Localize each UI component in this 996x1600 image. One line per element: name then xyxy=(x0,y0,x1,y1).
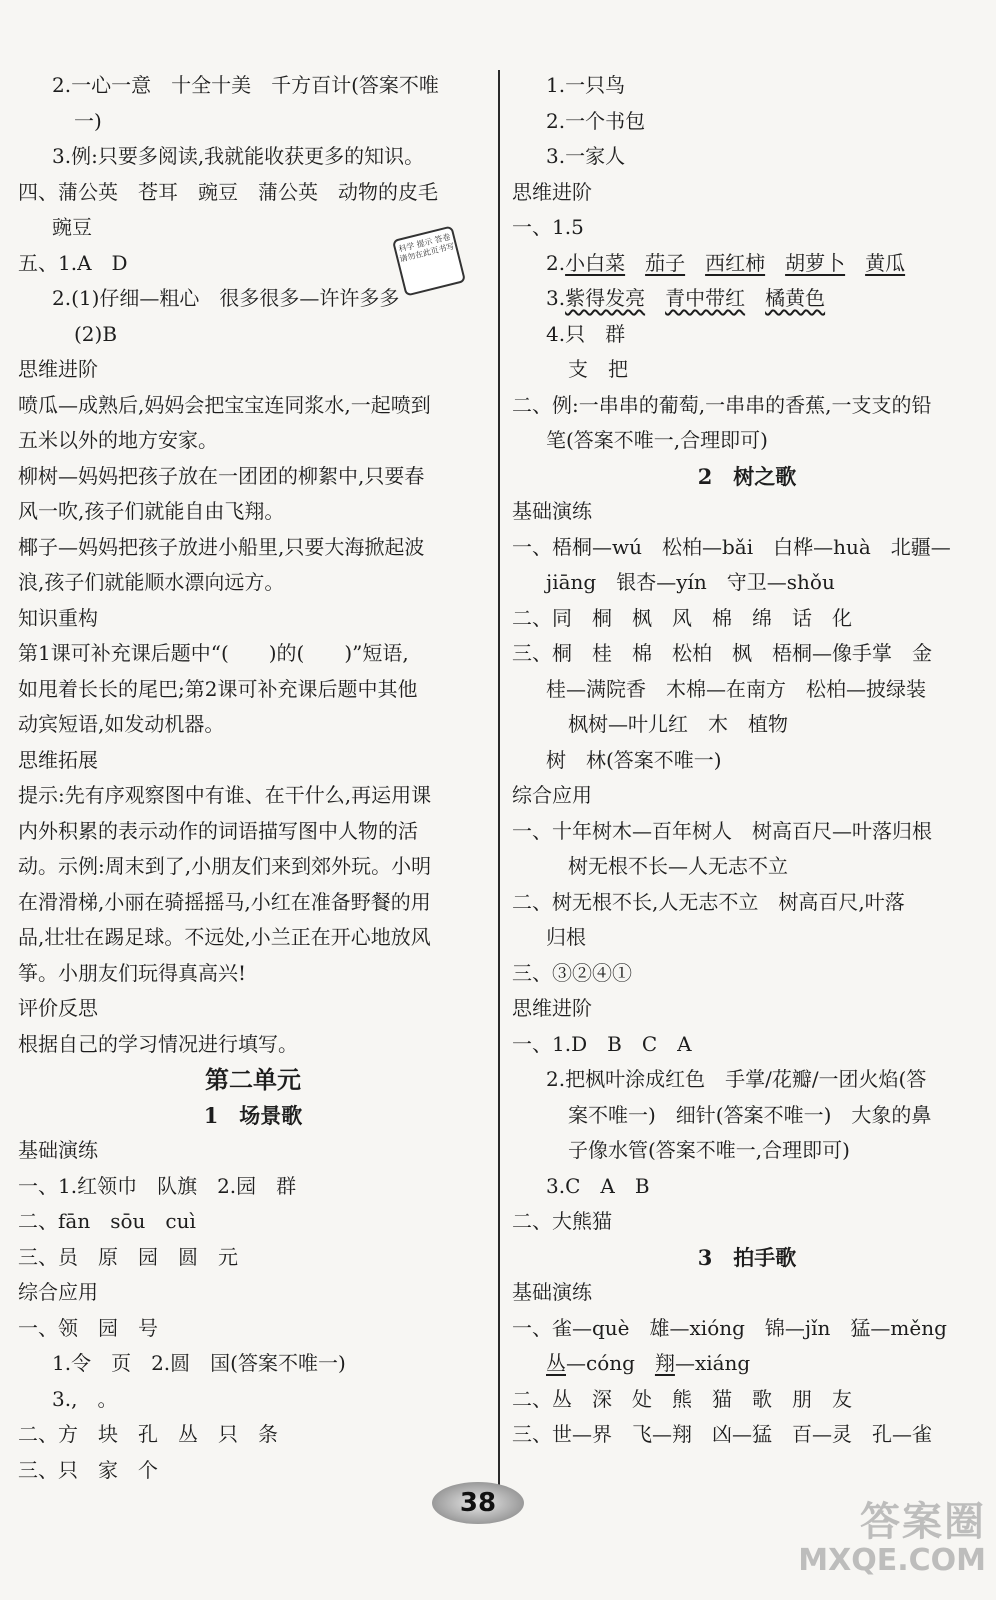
left-line: 根据自己的学习情况进行填写。 xyxy=(18,1031,298,1056)
left-line: (2)B xyxy=(74,321,118,346)
line-segment: 黄瓜 xyxy=(865,250,906,275)
left-line: 动宾短语,如发动机器。 xyxy=(18,712,225,736)
right-line: 3.一家人 xyxy=(546,144,626,168)
right-line: 一、梧桐—wú 松柏—bǎi 白桦—huà 北疆— xyxy=(512,534,951,559)
left-line: 五、1.A D xyxy=(18,250,128,275)
right-line: 三、③②④① xyxy=(512,960,632,985)
line-segment: 丛 xyxy=(546,1351,566,1375)
left-line: 思维进阶 xyxy=(18,357,98,381)
left-line: 二、fān sōu cuì xyxy=(18,1209,196,1233)
right-line: jiāng 银杏—yín 守卫—shǒu xyxy=(546,570,835,594)
left-line: 喷瓜—成熟后,妈妈会把宝宝连同浆水,一起喷到 xyxy=(18,392,431,417)
left-line: 3., 。 xyxy=(52,1386,118,1411)
line-segment: 西红柿 xyxy=(705,250,766,275)
line-segment xyxy=(625,251,645,275)
left-line: 浪,孩子们就能顺水漂向远方。 xyxy=(18,570,285,594)
line-segment: 小白菜 xyxy=(565,250,626,275)
line-segment: 3. xyxy=(546,286,566,310)
left-line: 在滑滑梯,小丽在骑摇摇马,小红在准备野餐的用 xyxy=(18,889,431,914)
left-line: 柳树—妈妈把孩子放在一团团的柳絮中,只要春 xyxy=(18,463,425,488)
line-segment: 胡萝卜 xyxy=(785,250,846,275)
left-line: 提示:先有序观察图中有谁、在干什么,再运用课 xyxy=(18,783,432,807)
right-line xyxy=(512,246,982,282)
left-line: 第1课可补充课后题中“( )的( )”短语, xyxy=(18,641,409,665)
left-line: 1.令 页 2.圆 国(答案不唯一) xyxy=(52,1351,346,1375)
left-line: 椰子—妈妈把孩子放进小船里,只要大海掀起波 xyxy=(18,534,425,559)
line-segment: 橘黄色 xyxy=(765,286,826,310)
line-segment xyxy=(685,251,705,275)
left-line: 思维拓展 xyxy=(18,747,98,772)
left-line: 基础演练 xyxy=(18,1138,98,1162)
line-segment xyxy=(765,251,785,275)
left-line: 三、只 家 个 xyxy=(18,1457,158,1482)
right-line: 4.只 群 xyxy=(546,321,626,346)
left-line: 评价反思 xyxy=(18,996,98,1020)
right-line: 综合应用 xyxy=(512,783,592,807)
line-segment: 紫得发亮 xyxy=(565,286,646,310)
left-line: 动。示例:周末到了,小朋友们来到郊外玩。小明 xyxy=(18,854,432,878)
right-line: 树 林(答案不唯一) xyxy=(546,747,722,772)
right-line: 枫树—叶儿红 木 植物 xyxy=(568,712,788,736)
right-line: 二、同 桐 枫 风 棉 绵 话 化 xyxy=(512,605,852,630)
left-line: 风一吹,孩子们就能自由飞翔。 xyxy=(18,499,285,523)
left-line: 四、蒲公英 苍耳 豌豆 蒲公英 动物的皮毛 xyxy=(18,179,438,204)
right-line: 2 树之歌 xyxy=(697,463,797,489)
line-segment: —xiáng xyxy=(674,1351,751,1375)
right-line: 树无根不长—人无志不立 xyxy=(568,854,788,878)
right-line: 基础演练 xyxy=(512,1280,592,1304)
right-line: 笔(答案不唯一,合理即可) xyxy=(546,428,768,452)
right-line: 桂—满院香 木棉—在南方 松柏—披绿装 xyxy=(546,676,926,701)
right-line: 基础演练 xyxy=(512,499,592,523)
right-line: 子像水管(答案不唯一,合理即可) xyxy=(568,1138,850,1162)
left-line: 五米以外的地方安家。 xyxy=(18,428,218,452)
left-line: 一、1.红领巾 队旗 2.园 群 xyxy=(18,1173,297,1198)
left-line: 2.一心一意 十全十美 千方百计(答案不唯 xyxy=(52,73,439,97)
page-number: 38 xyxy=(432,1482,524,1524)
left-line: 3.例:只要多阅读,我就能收获更多的知识。 xyxy=(52,144,425,168)
left-line: 一、领 园 号 xyxy=(18,1315,158,1340)
right-line: 支 把 xyxy=(568,357,628,381)
right-line: 二、树无根不长,人无志不立 树高百尺,叶落 xyxy=(512,889,905,914)
right-line: 3.C A B xyxy=(546,1173,650,1198)
left-line: 2.(1)仔细—粗心 很多很多—许许多多 xyxy=(52,286,400,310)
left-line: 一) xyxy=(74,108,102,133)
right-line xyxy=(512,281,982,317)
left-line: 知识重构 xyxy=(18,605,98,630)
line-segment: 翔 xyxy=(654,1351,675,1375)
line-segment: 青中带红 xyxy=(665,286,746,310)
left-line: 三、员 原 园 圆 元 xyxy=(18,1244,238,1269)
left-line: 1 场景歌 xyxy=(203,1102,303,1128)
left-line: 如甩着长长的尾巴;第2课可补充课后题中其他 xyxy=(18,676,418,701)
right-line: 2.一个书包 xyxy=(546,108,646,133)
right-line xyxy=(512,1346,982,1382)
left-line: 二、方 块 孔 丛 只 条 xyxy=(18,1422,278,1446)
watermark-cn: 答案圈 xyxy=(860,1499,986,1545)
right-line: 思维进阶 xyxy=(512,179,592,204)
right-line: 一、1.5 xyxy=(512,215,584,239)
watermark xyxy=(790,1490,986,1590)
line-segment xyxy=(745,286,765,310)
right-line: 一、1.D B C A xyxy=(512,1031,692,1056)
right-line: 案不唯一) 细针(答案不唯一) 大象的鼻 xyxy=(568,1102,932,1127)
left-line: 内外积累的表示动作的词语描写图中人物的活 xyxy=(18,818,418,843)
right-line: 三、世—界 飞—翔 凶—猛 百—灵 孔—雀 xyxy=(512,1422,932,1446)
right-line: 一、雀—què 雄—xióng 锦—jǐn 猛—měng xyxy=(512,1315,947,1340)
line-segment xyxy=(845,251,865,275)
line-segment: 2. xyxy=(546,250,566,275)
line-segment: —cóng xyxy=(566,1351,655,1375)
right-line: 二、大熊猫 xyxy=(512,1209,612,1233)
right-line: 二、丛 深 处 熊 猫 歌 朋 友 xyxy=(512,1386,852,1411)
right-line: 思维进阶 xyxy=(512,996,592,1020)
line-segment: 茄子 xyxy=(645,250,686,275)
left-line: 筝。小朋友们玩得真高兴! xyxy=(18,960,247,985)
right-line: 三、桐 桂 棉 松柏 枫 梧桐—像手掌 金 xyxy=(512,641,932,665)
right-line: 归根 xyxy=(546,925,586,949)
right-column xyxy=(512,68,982,1453)
column-divider xyxy=(498,70,500,1485)
left-line: 综合应用 xyxy=(18,1280,98,1304)
left-line: 豌豆 xyxy=(52,215,92,239)
left-line: 品,壮壮在踢足球。不远处,小兰正在开心地放风 xyxy=(18,925,431,949)
right-line: 二、例:一串串的葡萄,一串串的香蕉,一支支的铅 xyxy=(512,392,932,417)
right-line: 2.把枫叶涂成红色 手掌/花瓣/一团火焰(答 xyxy=(546,1067,927,1091)
stamp-image: 科学 提示 答卷请勿在此页书写 xyxy=(392,225,466,296)
right-line: 1.一只鸟 xyxy=(546,73,626,97)
right-line: 3 拍手歌 xyxy=(697,1244,797,1270)
watermark-en: MXQE.COM xyxy=(798,1543,986,1578)
right-line: 一、十年树木—百年树人 树高百尺—叶落归根 xyxy=(512,818,932,843)
left-line: 第二单元 xyxy=(205,1065,301,1094)
line-segment xyxy=(645,286,665,310)
